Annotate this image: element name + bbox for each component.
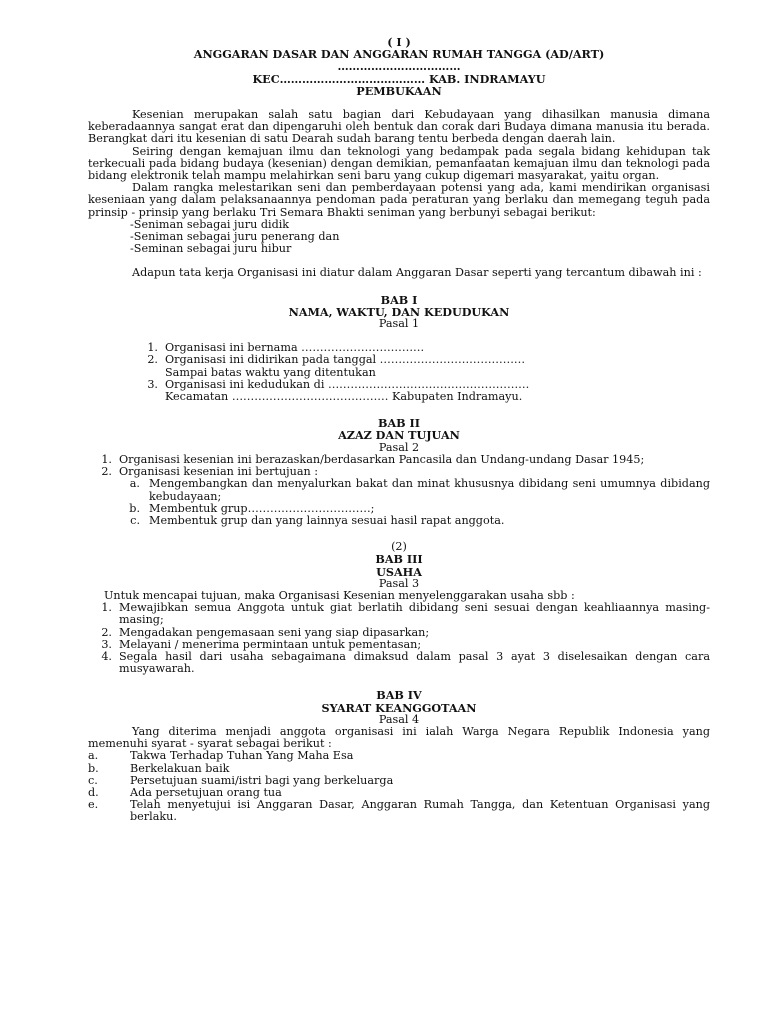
intro-paragraph-1: Kesenian merupakan salah satu bagian dari Kebudayaan yang dihasilkan manusia dimana keberadaannya sangat erat dan dipengaruhi oleh bentuk dan corak dari Budaya dimana manusia itu berada. Berangkat dari itu kesenian di satu Dearah sudah barang tentu berbeda dengan daerah lain. [88,108,710,146]
bab4-lead: Yang diterima menjadi anggota organisasi ini ialah Warga Negara Republik Indonesia yang memenuhi syarat - syarat sebagai berikut : [88,724,710,751]
bab2-title: AZAZ DAN TUJUAN [338,428,460,443]
bab1-heading: BAB I [380,292,418,307]
list-item: b. Berkelakuan baik [88,761,230,775]
bab4-pasal: Pasal 4 [378,712,420,726]
bab3-heading: BAB III [375,552,423,567]
list-item: 2. Organisasi kesenian ini bertujuan : [101,465,319,479]
list-item: 3. Organisasi ini kedudukan di ……………………………………………… Kecamatan …………………………………… Kabupaten Indramayu. [147,377,530,404]
tri-semara-list [88,219,710,256]
intro-paragraph-2: Seiring dengan kemajuan ilmu dan teknologi yang bedampak pada segala bidang kehidupan tak terkecuali pada bidang budaya (kesenian) dengan demikian, pemanfaatan kemajuan ilmu dan teknologi pada bidang elektronik telah mampu melahirkan seni baru yang cukup digemari masyarakat, yaitu organ. [88,144,710,183]
list-item: -Seniman sebagai juru didik [130,217,290,231]
bab2-pasal: Pasal 2 [378,440,420,454]
list-item: a. Takwa Terhadap Tuhan Yang Maha Esa [88,749,354,763]
list-item: a. Mengembangkan dan menyalurkan bakat dan minat khususnya dibidang seni umumnya dibidang kebudayaan; [129,477,710,503]
bab3-pasal: Pasal 3 [378,576,420,590]
list-item: b. Membentuk grup……………………………; [129,501,375,515]
bab4-list [88,750,710,823]
bab4-heading: BAB IV [376,688,422,703]
list-item: c. Membentuk grup dan yang lainnya sesuai hasil rapat anggota. [130,513,505,527]
bab2-heading: BAB II [378,416,420,431]
bab1-title: NAMA, WAKTU, DAN KEDUDUKAN [288,304,510,319]
bab4-title: SYARAT KEANGGOTAAN [321,700,477,715]
bab3-title: USAHA [376,564,422,579]
section-mark: ( I ) [387,35,411,49]
list-item: 3. Melayani / menerima permintaan untuk pementasan; [101,637,422,651]
list-item: 4. Segala hasil dari usaha sebagaimana dimaksud dalam pasal 3 ayat 3 diselesaikan dengan cara musyawarah. [101,649,710,676]
bab3-list [88,602,710,675]
list-item: -Seniman sebagai juru penerang dan [130,230,340,244]
list-item: 1. Organisasi ini bernama …………………………… [147,341,425,355]
intro-paragraph-4: Adapun tata kerja Organisasi ini diatur dalam Anggaran Dasar seperti yang tercantum dibawah ini : [132,266,702,280]
list-item: d. Ada persetujuan orang tua [88,785,282,799]
document-body [88,36,710,824]
bab3-lead: Untuk mencapai tujuan, maka Organisasi Kesenian menyelenggarakan usaha sbb : [104,588,575,602]
list-item: 2. Mengadakan pengemasaan seni yang siap dipasarkan; [101,625,430,639]
bab1-pasal: Pasal 1 [378,317,420,331]
bab1-list [88,342,710,403]
intro-paragraph-3: Dalam rangka melestarikan seni dan pemberdayaan potensi yang ada, kami mendirikan organisasi keseniaan yang dalam pelaksanaannya pendoman pada peraturan yang berlaku dan memegang teguh pada prinsip - prinsip yang berlaku Tri Semara Bhakti seniman yang berbunyi sebagai berikut: [88,181,710,219]
list-item: 1. Mewajibkan semua Anggota untuk giat berlatih dibidang seni sesuai dengan keahliaannya masing-masing; [101,601,710,627]
list-item: 1. Organisasi kesenian ini berazaskan/berdasarkan Pancasila dan Undang-undang Dasar 1945; [101,452,645,466]
document-title: ANGGARAN DASAR DAN ANGGARAN RUMAH TANGGA (AD/ART) [193,47,605,62]
bab2-list [88,454,710,527]
pembukaan-heading: PEMBUKAAN [356,83,442,98]
kec-line: KEC………………………………… KAB. INDRAMAYU [252,71,546,86]
list-item: -Seminan sebagai juru hibur [130,242,292,256]
list-item: e. Telah menyetujui isi Anggaran Dasar, Anggaran Rumah Tangga, dan Ketentuan Organisasi yang berlaku. [88,798,710,824]
list-item: 2. Organisasi ini didirikan pada tanggal ………………………………… Sampai batas waktu yang ditentukan [147,353,526,379]
page-number-mark: (2) [391,540,407,554]
title-dots: …………………………… [337,59,461,74]
list-item: c. Persetujuan suami/istri bagi yang berkeluarga [88,773,394,787]
